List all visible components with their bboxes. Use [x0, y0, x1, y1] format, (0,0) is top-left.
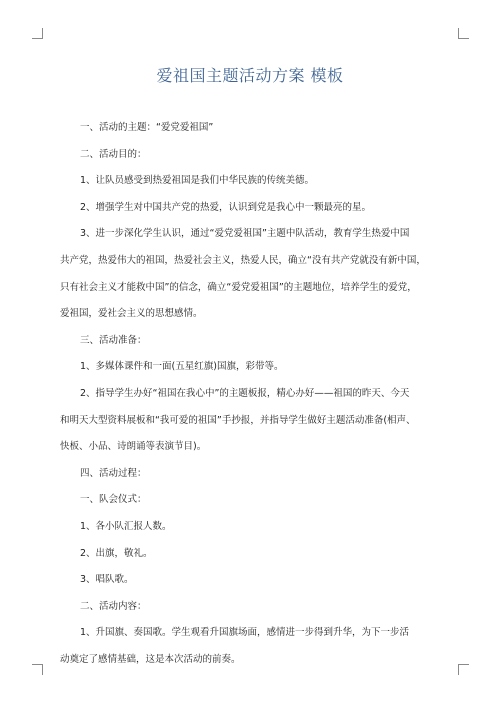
paragraph-line: 爱祖国，爱社会主义的思想感情。 — [60, 308, 203, 320]
crop-mark-bottom-right — [458, 664, 469, 675]
paragraph-line: 只有社会主义才能救中国”的信念，确立“爱党爱祖国”的主题地位，培养学生的爱党， — [60, 281, 417, 293]
paragraph-line: 动奠定了感情基础，这是本次活动的前奏。 — [60, 653, 241, 665]
paragraph-line: 2、指导学生办好“祖国在我心中”的主题板报，精心办好——祖国的昨天、今天 — [80, 387, 410, 399]
paragraph-line: 一、队会仪式： — [80, 494, 147, 506]
paragraph-line: 1、各小队汇报人数。 — [80, 520, 172, 532]
document-title: 爱祖国主题活动方案 模板 — [156, 66, 344, 85]
paragraph-line: 1、升国旗、奏国歌。学生观看升国旗场面，感情进一步得到升华，为下一步活 — [80, 627, 410, 639]
crop-mark-bottom-left — [32, 664, 43, 675]
paragraph-line: 2、增强学生对中国共产党的热爱，认识到党是我心中一颗最亮的星。 — [80, 201, 372, 213]
document-body — [60, 115, 445, 673]
paragraph-line: 1、让队员感受到热爱祖国是我们中华民族的传统美德。 — [80, 175, 315, 187]
paragraph-line: 快板、小品、诗朗诵等表演节目)。 — [60, 441, 207, 453]
crop-mark-top-right — [458, 28, 469, 39]
paragraph-line: 二、活动目的： — [80, 148, 147, 160]
crop-mark-top-left — [32, 28, 43, 39]
paragraph-line: 共产党，热爱伟大的祖国，热爱社会主义，热爱人民，确立“没有共产党就没有新中国， — [60, 254, 426, 266]
paragraph-line: 1、多媒体课件和一面(五星红旗)国旗，彩带等。 — [80, 361, 284, 373]
paragraph-line: 3、唱队歌。 — [80, 574, 134, 586]
paragraph-line: 2、出旗，敬礼。 — [80, 547, 153, 559]
paragraph-line: 三、活动准备： — [80, 334, 147, 346]
paragraph-line: 四、活动过程： — [80, 467, 147, 479]
paragraph-line: 二、活动内容： — [80, 600, 147, 612]
paragraph-line: 3、进一步深化学生认识，通过“爱党爱祖国”主题中队活动，教育学生热爱中国 — [80, 228, 410, 240]
paragraph-line: 一、活动的主题：“爱党爱祖国” — [80, 122, 214, 133]
paragraph-line: 和明天大型资料展板和“我可爱的祖国”手抄报，并指导学生做好主题活动准备(相声、 — [60, 414, 416, 426]
